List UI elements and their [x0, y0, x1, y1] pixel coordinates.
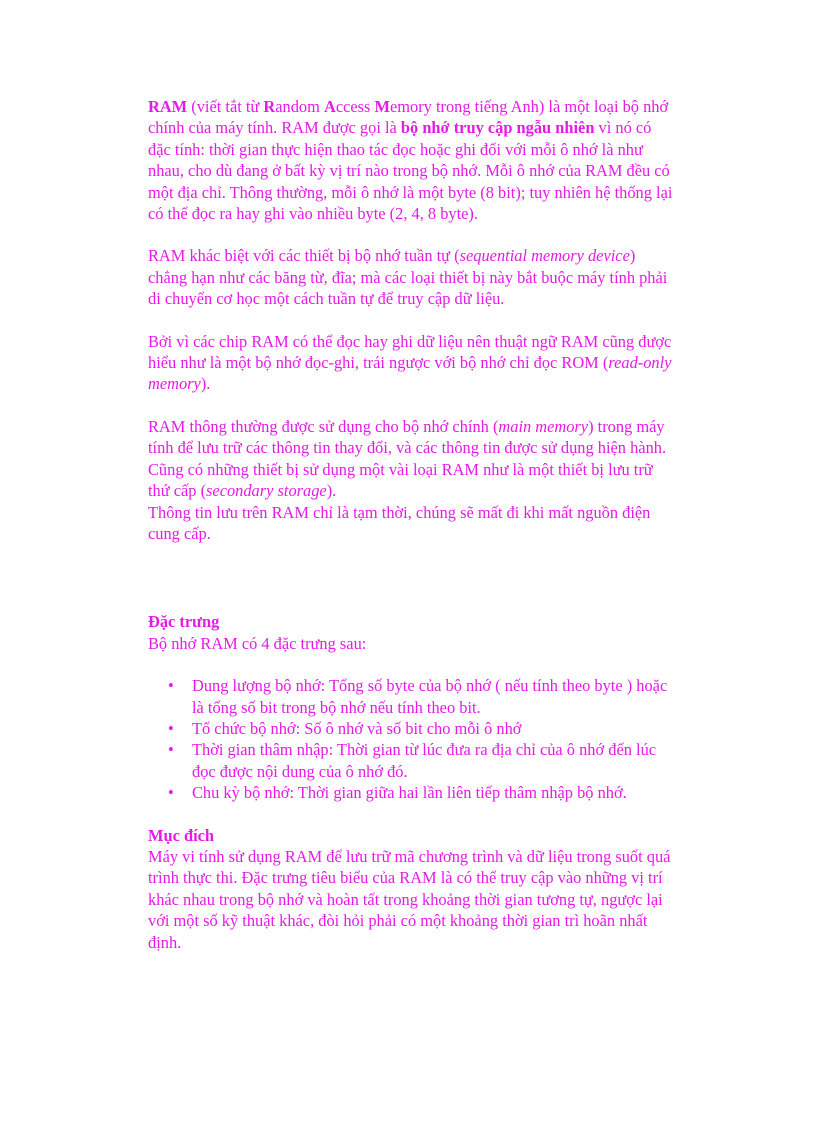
- list-item-text: Thời gian thâm nhập: Thời gian từ lúc đưa ra địa chỉ của ô nhớ đến lúc đọc được nội dung của ô nhớ đó.: [192, 740, 657, 781]
- text: ).: [200, 374, 211, 394]
- text: emory trong tiếng Anh) là một loại bộ nhớ chính của máy tính. RAM được gọi là: [148, 97, 669, 138]
- text: vì nó có đặc tính: thời gian thực hiện thao tác đọc hoặc ghi đối với mỗi ô nhớ là như nhau, cho dù đang ở bất kỳ vị trí nào trong bộ nhớ. Mỗi ô nhớ của RAM đều có một địa chỉ. Thông thường, mỗi ô nhớ là một byte (8 bit); tuy nhiên hệ thống lại có thể đọc ra hay ghi vào nhiều byte (2, 4, 8 byte).: [148, 118, 673, 224]
- italic-term: secondary storage: [206, 481, 327, 501]
- list-item-text: Dung lượng bộ nhớ: Tổng số byte của bộ nhớ ( nếu tính theo byte ) hoặc là tổng số bit trong bộ nhớ nếu tính theo bit.: [192, 676, 668, 717]
- letter-a: A: [323, 97, 336, 116]
- paragraph-main-memory: [148, 416, 678, 502]
- list-item: [168, 675, 678, 718]
- bullet-icon: •: [168, 783, 174, 803]
- bullet-icon: •: [168, 676, 174, 696]
- list-item: [168, 718, 678, 739]
- bullet-icon: •: [168, 740, 174, 760]
- text: ) chẳng hạn như các băng từ, đĩa; mà các loại thiết bị này bắt buộc máy tính phải di chuyển cơ học một cách tuần tự để truy cập dữ liệu.: [148, 246, 668, 309]
- document-page: [148, 96, 678, 953]
- paragraph-volatile: Thông tin lưu trên RAM chỉ là tạm thời, chúng sẽ mất đi khi mất nguồn điện cung cấp.: [148, 502, 651, 543]
- letter-m: M: [374, 97, 390, 116]
- text: ccess: [335, 97, 375, 116]
- list-item-text: Chu kỳ bộ nhớ: Thời gian giữa hai lần liên tiếp thâm nhập bộ nhớ.: [192, 783, 627, 803]
- section-intro: Bộ nhớ RAM có 4 đặc trưng sau:: [148, 633, 367, 653]
- paragraph-sequential: [148, 245, 678, 309]
- letter-r: R: [263, 97, 276, 116]
- italic-term: main memory: [498, 416, 589, 436]
- bold-phrase: bộ nhớ truy cập ngẫu nhiên: [400, 118, 595, 138]
- list-item: [168, 739, 678, 782]
- section-heading-characteristics: Đặc trưng: [148, 612, 220, 632]
- text: andom: [275, 97, 324, 116]
- text: (viết tắt từ: [187, 97, 264, 116]
- text: ) trong máy tính để lưu trữ các thông tin thay đổi, và các thông tin được sử dụng hiện hành. Cũng có những thiết bị sử dụng một vài loại RAM như là một thiết bị lưu trữ thứ cấp (: [148, 416, 667, 501]
- section-heading-purpose: Mục đích: [148, 825, 215, 845]
- section-body: Máy vi tính sử dụng RAM để lưu trữ mã chương trình và dữ liệu trong suốt quá trình thực thi. Đặc trưng tiêu biểu của RAM là có thể truy cập vào những vị trí khác nhau trong bộ nhớ và hoàn tất trong khoảng thời gian tương tự, ngược lại với một số kỹ thuật khác, đòi hỏi phải có một khoảng thời gian trì hoãn nhất định.: [148, 846, 671, 952]
- text: Bởi vì các chip RAM có thể đọc hay ghi dữ liệu nên thuật ngữ RAM cũng được hiểu như là một bộ nhớ đọc-ghi, trái ngược với bộ nhớ chỉ đọc ROM (: [148, 331, 672, 373]
- characteristics-list: [148, 675, 678, 803]
- bullet-icon: •: [168, 718, 174, 738]
- text: RAM khác biệt với các thiết bị bộ nhớ tuần tự (: [148, 246, 460, 266]
- text: ).: [326, 481, 337, 501]
- text: RAM thông thường được sử dụng cho bộ nhớ chính (: [148, 416, 499, 436]
- list-item: [168, 782, 678, 803]
- list-item-text: Tổ chức bộ nhớ: Số ô nhớ và số bit cho mỗi ô nhớ: [192, 718, 522, 738]
- paragraph-rom: [148, 331, 678, 395]
- paragraph-intro: [148, 96, 678, 224]
- italic-term: read-only memory: [148, 353, 672, 394]
- term-ram: RAM: [148, 97, 188, 116]
- italic-term: sequential memory device: [459, 246, 630, 266]
